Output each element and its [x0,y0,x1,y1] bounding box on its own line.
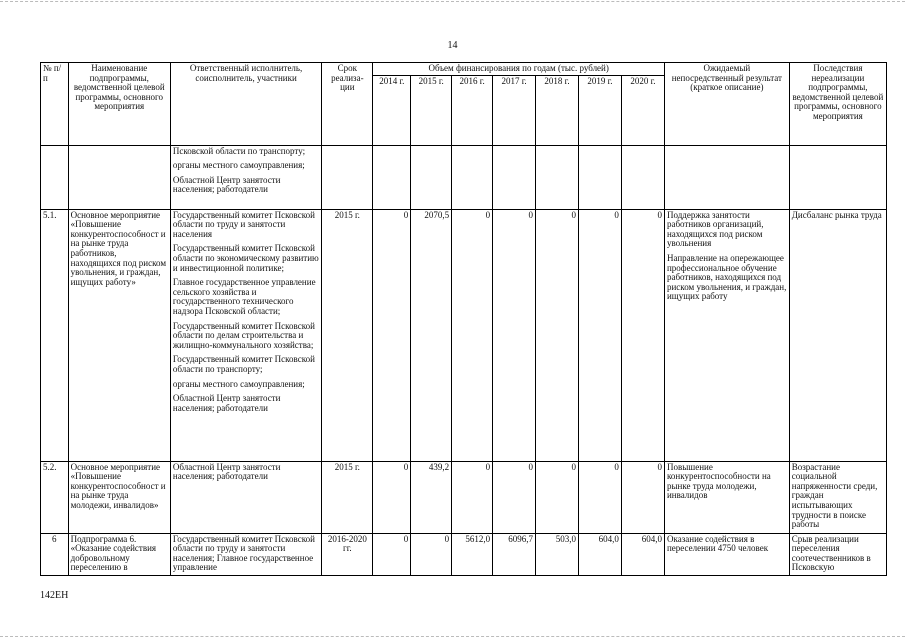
row-value [578,145,621,209]
header-year: 2015 г. [411,75,452,145]
row-value [452,145,493,209]
row-executor [170,145,321,209]
row-num: 6 [41,533,69,575]
header-year: 2014 г. [373,75,411,145]
header-year: 2020 г. [621,75,664,145]
row-name: Основное мероприятие «Повышение конкурентоспособност и на рынке труда молодежи, инвалидов» [68,461,170,533]
row-term: 2015 г. [322,461,373,533]
row-value: 0 [578,461,621,533]
header-name: Наименование подпрограммы, ведомственной целевой программы, основного мероприятия [68,63,170,146]
executor-item: Областной Центр занятости населения; работодатели [172,393,281,413]
header-year: 2016 г. [452,75,493,145]
footer-code: 142EH [40,590,69,601]
row-num: 5.2. [41,461,69,533]
row-num: 5.1. [41,209,69,461]
row-value: 0 [411,533,452,575]
result-item: Направление на опережающее профессиональное обучение работников, находящихся под риском увольнения, и граждан, ищущих работу [666,252,787,302]
row-value: 604,0 [578,533,621,575]
executor-item: Государственный комитет Псковской области по труду и занятости населения [172,209,315,239]
result-item: Повышение конкурентоспособности на рынке труда молодежи, инвалидов [666,461,771,501]
header-num: № п/п [41,63,69,146]
row-num [41,145,69,209]
header-consequences: Последствия нереализации подпрограммы, ведомственной целевой программы, основного мероприятия [789,63,886,146]
row-value: 0 [621,461,664,533]
row-value [373,145,411,209]
header-year: 2019 г. [578,75,621,145]
result-item: Оказание содействия в переселении 4750 человек [666,533,769,554]
row-value: 0 [536,461,579,533]
row-name [68,145,170,209]
row-value: 0 [621,209,664,461]
row-value: 503,0 [536,533,579,575]
row-term: 2015 г. [322,209,373,461]
header-year: 2018 г. [536,75,579,145]
row-value: 0 [578,209,621,461]
header-funding: Объем финансирования по годам (тыс. рублей) [373,63,665,76]
row-value: 5612,0 [452,533,493,575]
row-value: 439,2 [411,461,452,533]
program-table [40,62,887,576]
page-number: 14 [447,40,458,51]
executor-item: Главное государственное управление сельского хозяйства и государственного технического надзора Псковской области; [172,277,316,316]
row-result [664,209,789,461]
row-name: Подпрограмма 6. «Оказание содействия добровольному переселению в [68,533,170,575]
bottom-scan-edge [0,636,905,637]
row-term: 2016-2020 гг. [322,533,373,575]
result-item: Поддержка занятости работников организаций, находящихся под риском увольнения [666,209,764,249]
row-name: Основное мероприятие «Повышение конкурентоспособност и на рынке труда работников, находящихся под риском увольнения, и граждан, ищущих работу» [68,209,170,461]
row-value: 0 [452,461,493,533]
row-value: 0 [373,209,411,461]
executor-item: Псковской области по транспорту; [172,145,306,156]
header-executor: Ответственный исполнитель, соисполнитель, участники [170,63,321,146]
header-term: Срок реализа-ции [322,63,373,146]
row-executor [170,461,321,533]
header-year: 2017 г. [493,75,536,145]
table-row [41,533,887,575]
row-value: 0 [373,461,411,533]
row-value: 0 [536,209,579,461]
row-result [664,461,789,533]
row-value [493,145,536,209]
row-value: 604,0 [621,533,664,575]
row-value: 0 [373,533,411,575]
table-row [41,145,887,209]
row-executor [170,209,321,461]
row-value: 2070,5 [411,209,452,461]
table-row [41,209,887,461]
row-consequences [789,145,886,209]
row-result [664,145,789,209]
row-result [664,533,789,575]
executor-item: Государственный комитет Псковской области по труду и занятости населения; Главное государственное управление [172,533,315,573]
executor-item: Областной Центр занятости населения; работодатели [172,174,281,195]
row-value: 0 [493,461,536,533]
table-row [41,461,887,533]
row-consequences: Дисбаланс рынка труда [789,209,886,461]
row-term [322,145,373,209]
executor-item: органы местного самоуправления; [172,160,305,171]
executor-item: Областной Центр занятости населения; работодатели [172,461,281,482]
row-value: 0 [493,209,536,461]
header-result: Ожидаемый непосредственный результат (краткое описание) [664,63,789,146]
executor-item: Государственный комитет Псковской области по транспорту; [172,354,315,374]
top-scan-edge [0,1,905,2]
executor-item: Государственный комитет Псковской области по делам строительства и жилищно-коммунального хозяйства; [172,320,315,350]
row-value: 0 [452,209,493,461]
row-value: 6096,7 [493,533,536,575]
row-value [621,145,664,209]
row-consequences: Возрастание социальной напряженности среди, граждан испытывающих трудности в поиске работы [789,461,886,533]
executor-item: Государственный комитет Псковской области по экономическому развитию и инвестиционной политике; [172,243,319,273]
row-value [411,145,452,209]
row-consequences: Срыв реализации переселения соотечественников в Псковскую [789,533,886,575]
row-value [536,145,579,209]
executor-item: органы местного самоуправления; [172,378,305,389]
row-executor [170,533,321,575]
